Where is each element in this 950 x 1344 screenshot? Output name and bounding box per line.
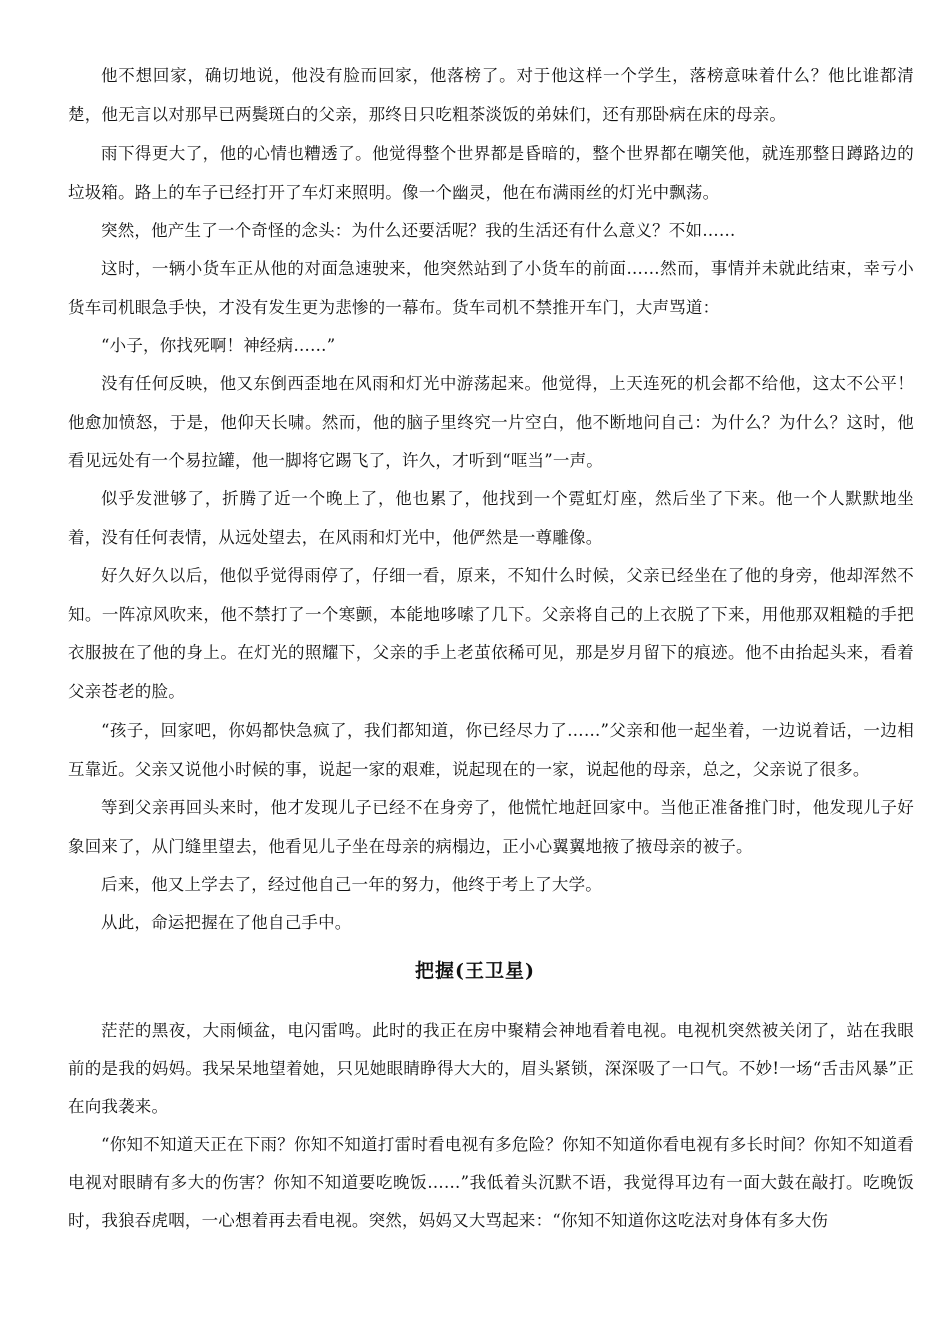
paragraph: 茫茫的黑夜，大雨倾盆，电闪雷鸣。此时的我正在房中聚精会神地看着电视。电视机突然被关闭了，站在我眼前的是我的妈妈。我呆呆地望着她，只见她眼睛睁得大大的，眉头紧锁，深深吸了一口气。不妙!一场“舌击风暴”正在向我袭来。 bbox=[68, 1021, 914, 1116]
paragraph: “小子，你找死啊！神经病……” bbox=[101, 336, 336, 355]
paragraph: 雨下得更大了，他的心情也糟透了。他觉得整个世界都是昏暗的，整个世界都在嘲笑他，就连那整日蹲路边的垃圾箱。路上的车子已经打开了车灯来照明。像一个幽灵，他在布满雨丝的灯光中飘荡。 bbox=[68, 144, 914, 202]
paragraph: 从此，命运把握在了他自己手中。 bbox=[101, 913, 352, 932]
paragraph: 好久好久以后，他似乎觉得雨停了，仔细一看，原来，不知什么时候，父亲已经坐在了他的身旁，他却浑然不知。一阵凉风吹来，他不禁打了一个寒颤，本能地哆嗦了几下。父亲将自己的上衣脱了下来，用他那双粗糙的手把衣服披在了他的身上。在灯光的照耀下，父亲的手上老茧依稀可见，那是岁月留下的痕迹。他不由抬起头来，看着父亲苍老的脸。 bbox=[68, 566, 914, 701]
paragraph: 这时，一辆小货车正从他的对面急速驶来，他突然站到了小货车的前面……然而，事情并未就此结束，幸亏小货车司机眼急手快，才没有发生更为悲惨的一幕布。货车司机不禁推开车门，大声骂道： bbox=[68, 259, 914, 317]
paragraph: 没有任何反映，他又东倒西歪地在风雨和灯光中游荡起来。他觉得，上天连死的机会都不给他，这太不公平！他愈加愤怒，于是，他仰天长啸。然而，他的脑子里终究一片空白，他不断地问自己：为什么？为什么？这时，他看见远处有一个易拉罐，他一脚将它踢飞了，许久，才听到“哐当”一声。 bbox=[68, 374, 914, 470]
paragraph: 似乎发泄够了，折腾了近一个晚上了，他也累了，他找到一个霓虹灯座，然后坐了下来。他一个人默默地坐着，没有任何表情，从远处望去，在风雨和灯光中，他俨然是一尊雕像。 bbox=[68, 489, 914, 547]
paragraph: 突然，他产生了一个奇怪的念头：为什么还要活呢？我的生活还有什么意义？不如…… bbox=[101, 221, 736, 240]
paragraph: “你知不知道天正在下雨？你知不知道打雷时看电视有多危险？你知不知道你看电视有多长时间？你知不知道看电视对眼睛有多大的伤害？你知不知道要吃晚饭……”我低着头沉默不语，我觉得耳边有一面大鼓在敲打。吃晚饭时，我狼吞虎咽，一心想着再去看电视。突然，妈妈又大骂起来：“你知不知道你这吃法对身体有多大伤 bbox=[68, 1135, 914, 1230]
paragraph: “孩子，回家吧，你妈都快急疯了，我们都知道，你已经尽力了……”父亲和他一起坐着，一边说着话，一边相互靠近。父亲又说他小时候的事，说起一家的艰难，说起现在的一家，说起他的母亲，总之，父亲说了很多。 bbox=[68, 721, 914, 779]
paragraph: 他不想回家，确切地说，他没有脸而回家，他落榜了。对于他这样一个学生，落榜意味着什么？他比谁都清楚，他无言以对那早已两鬓斑白的父亲，那终日只吃粗茶淡饭的弟妹们，还有那卧病在床的母亲。 bbox=[68, 66, 914, 124]
story-title: 把握(王卫星) bbox=[415, 960, 535, 982]
paragraph: 后来，他又上学去了，经过他自己一年的努力，他终于考上了大学。 bbox=[101, 875, 602, 894]
paragraph: 等到父亲再回头来时，他才发现儿子已经不在身旁了，他慌忙地赶回家中。当他正准备推门时，他发现儿子好象回来了，从门缝里望去，他看见儿子坐在母亲的病榻边，正小心翼翼地掖了掖母亲的被子。 bbox=[68, 798, 914, 856]
